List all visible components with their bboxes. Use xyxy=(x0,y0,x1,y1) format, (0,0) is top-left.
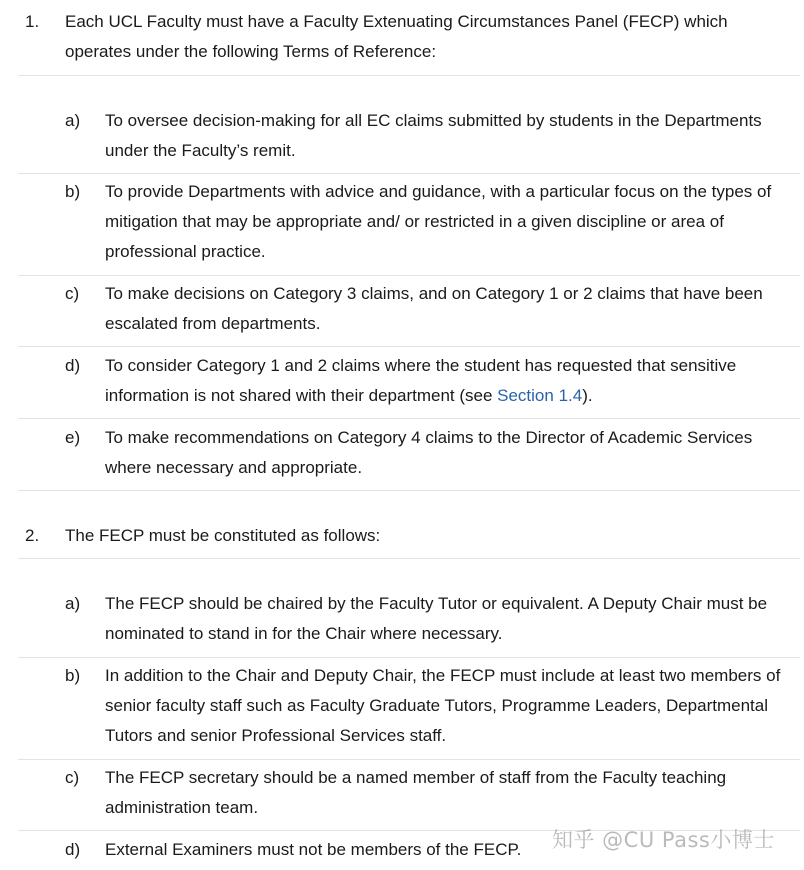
divider xyxy=(18,275,800,276)
item-text: To oversee decision-making for all EC claims submitted by students in the Departments under the Faculty’s remit. xyxy=(105,111,762,160)
item-letter: b) xyxy=(65,666,81,685)
item-text: To provide Departments with advice and guidance, with a particular focus on the types of mitigation that may be appropriate and/ or restricted in a given discipline or area of professional practice. xyxy=(105,182,772,261)
watermark: 知乎 @CU Pass小博士 xyxy=(552,828,775,852)
section-number: 1. xyxy=(25,12,40,31)
item-text: To make decisions on Category 3 claims, and on Category 1 or 2 claims that have been escalated from departments. xyxy=(105,284,763,333)
item-letter: a) xyxy=(65,111,81,130)
section-number: 2. xyxy=(25,526,40,545)
divider xyxy=(18,558,800,559)
divider xyxy=(18,173,800,174)
item-text: In addition to the Chair and Deputy Chair, the FECP must include at least two members of senior faculty staff such as Faculty Graduate Tutors, Programme Leaders, Departmental Tutors and senior Professional Services staff. xyxy=(105,666,781,745)
item-letter: d) xyxy=(65,356,81,375)
divider xyxy=(18,759,800,760)
divider xyxy=(18,418,800,419)
section-text: Each UCL Faculty must have a Faculty Extenuating Circumstances Panel (FECP) which operates under the following Terms of Reference: xyxy=(65,12,728,61)
divider xyxy=(18,490,800,491)
section-text: The FECP must be constituted as follows: xyxy=(65,526,381,545)
item-letter: a) xyxy=(65,594,81,613)
item-text: To make recommendations on Category 4 claims to the Director of Academic Services where necessary and appropriate. xyxy=(105,428,753,477)
item-text xyxy=(105,351,790,411)
section-link[interactable]: Section 1.4 xyxy=(497,386,583,405)
divider xyxy=(18,75,800,76)
item-letter: b) xyxy=(65,182,81,201)
item-text-before: To consider Category 1 and 2 claims where the student has requested that sensitive information is not shared with their department (see xyxy=(105,356,737,405)
divider xyxy=(18,657,800,658)
item-letter: d) xyxy=(65,840,81,859)
item-letter: c) xyxy=(65,768,80,787)
item-letter: e) xyxy=(65,428,81,447)
item-letter: c) xyxy=(65,284,80,303)
item-text: The FECP secretary should be a named member of staff from the Faculty teaching administration team. xyxy=(105,768,727,817)
divider xyxy=(18,346,800,347)
item-text-after: ). xyxy=(582,386,593,405)
item-text: External Examiners must not be members of the FECP. xyxy=(105,840,522,859)
item-text: The FECP should be chaired by the Faculty Tutor or equivalent. A Deputy Chair must be nominated to stand in for the Chair where necessary. xyxy=(105,594,768,643)
